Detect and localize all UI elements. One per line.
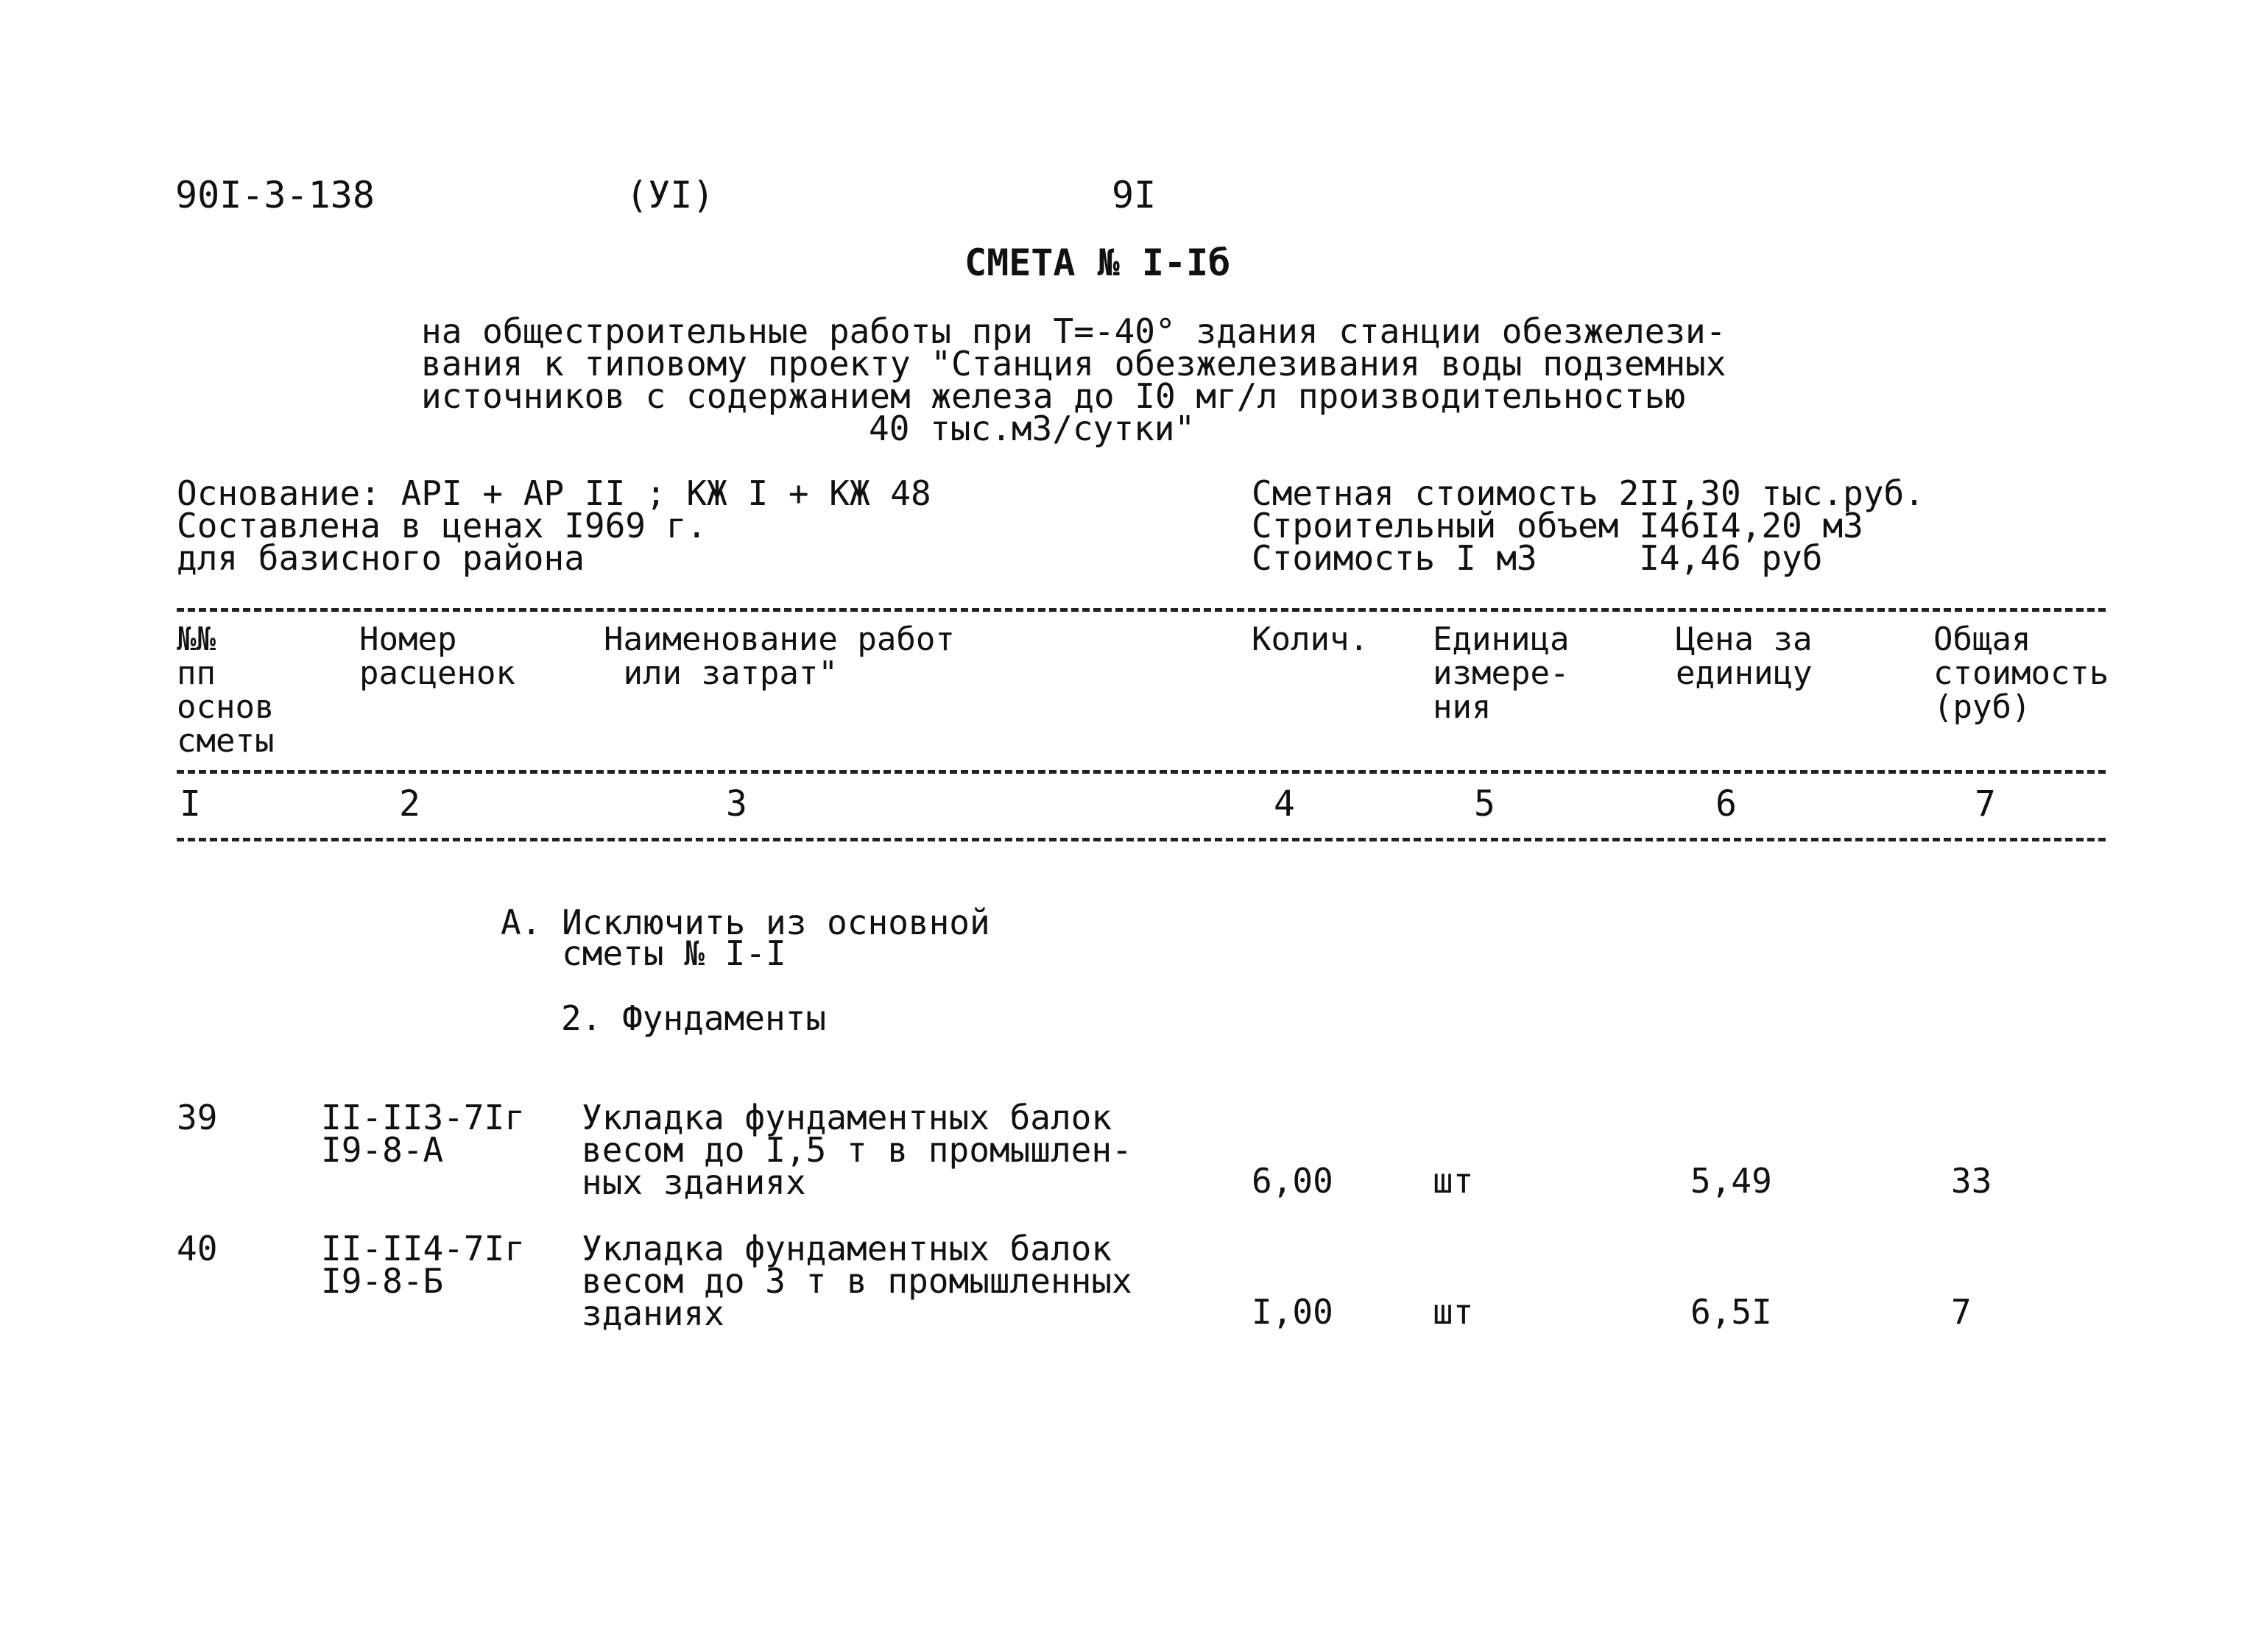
header-separator-rule: [177, 770, 2106, 774]
column-number-4: 4: [1274, 783, 1295, 825]
unit: шт: [1433, 1292, 1474, 1332]
column-header-3: Наименование работ или затрат": [604, 621, 955, 692]
document-code: 90I-3-138: [175, 174, 375, 216]
basis-line: Основание: АРI + АР II ; КЖ I + КЖ 48: [177, 473, 931, 513]
total-cost: 7: [1951, 1292, 1972, 1332]
cost-per-m3-line: Стоимость I м3 I4,46 руб: [1252, 538, 1823, 578]
row-number: 39: [177, 1098, 218, 1137]
column-number-6: 6: [1715, 783, 1737, 825]
unit-price: 6,5I: [1690, 1292, 1772, 1332]
section-a-heading: А. Исключить из основной сметы № I-I: [501, 903, 990, 973]
subtitle-line-1: на общестроительные работы при Т=-40° здания станции обезжелези-: [421, 311, 1726, 351]
column-header-4: Колич.: [1252, 621, 1369, 658]
section-foundations-heading: 2. Фундаменты: [561, 998, 827, 1038]
subtitle-line-4: 40 тыс.м3/сутки": [869, 409, 1196, 448]
column-number-7: 7: [1975, 783, 1996, 825]
column-header-1: №№ пп основ сметы: [177, 621, 275, 760]
column-number-2: 2: [399, 783, 420, 825]
variant-label: (УI): [626, 174, 715, 216]
column-number-5: 5: [1474, 783, 1495, 825]
column-numbers-rule: [177, 838, 2106, 841]
rate-codes: II-II4-7Iг I9-8-Б: [321, 1229, 525, 1301]
quantity: 6,00: [1252, 1161, 1333, 1201]
region-line: для базисного района: [177, 538, 585, 578]
column-header-7: Общая стоимость (руб): [1933, 621, 2109, 726]
column-number-3: 3: [726, 783, 747, 825]
subtitle-line-2: вания к типовому проекту "Станция обезжелезивания воды подземных: [421, 344, 1726, 384]
unit-price: 5,49: [1690, 1161, 1772, 1201]
table-top-rule: [177, 608, 2106, 612]
column-header-5: Единица измере- ния: [1433, 621, 1570, 726]
work-description: Укладка фундаментных балок весом до 3 т в промышленных зданиях: [582, 1229, 1132, 1333]
work-description: Укладка фундаментных балок весом до I,5 т в промышлен- ных зданиях: [582, 1098, 1132, 1202]
column-number-1: I: [180, 783, 201, 825]
unit: шт: [1433, 1161, 1474, 1201]
building-volume-line: Строительный объем I46I4,20 м3: [1252, 506, 1863, 546]
estimated-cost-line: Сметная стоимость 2II,30 тыс.руб.: [1252, 473, 1925, 513]
rate-codes: II-II3-7Iг I9-8-А: [321, 1098, 525, 1170]
estimate-title: СМЕТА № I-Iб: [964, 241, 1231, 284]
total-cost: 33: [1951, 1161, 1992, 1201]
column-header-6: Цена за единицу: [1676, 621, 1813, 692]
subtitle-line-3: источников с содержанием железа до I0 мг/л производительностью: [421, 376, 1686, 416]
quantity: I,00: [1252, 1292, 1333, 1332]
page-number: 9I: [1112, 174, 1157, 216]
row-number: 40: [177, 1229, 218, 1268]
column-header-2: Номер расценок: [359, 621, 515, 692]
prices-year-line: Составлена в ценах I969 г.: [177, 506, 708, 546]
